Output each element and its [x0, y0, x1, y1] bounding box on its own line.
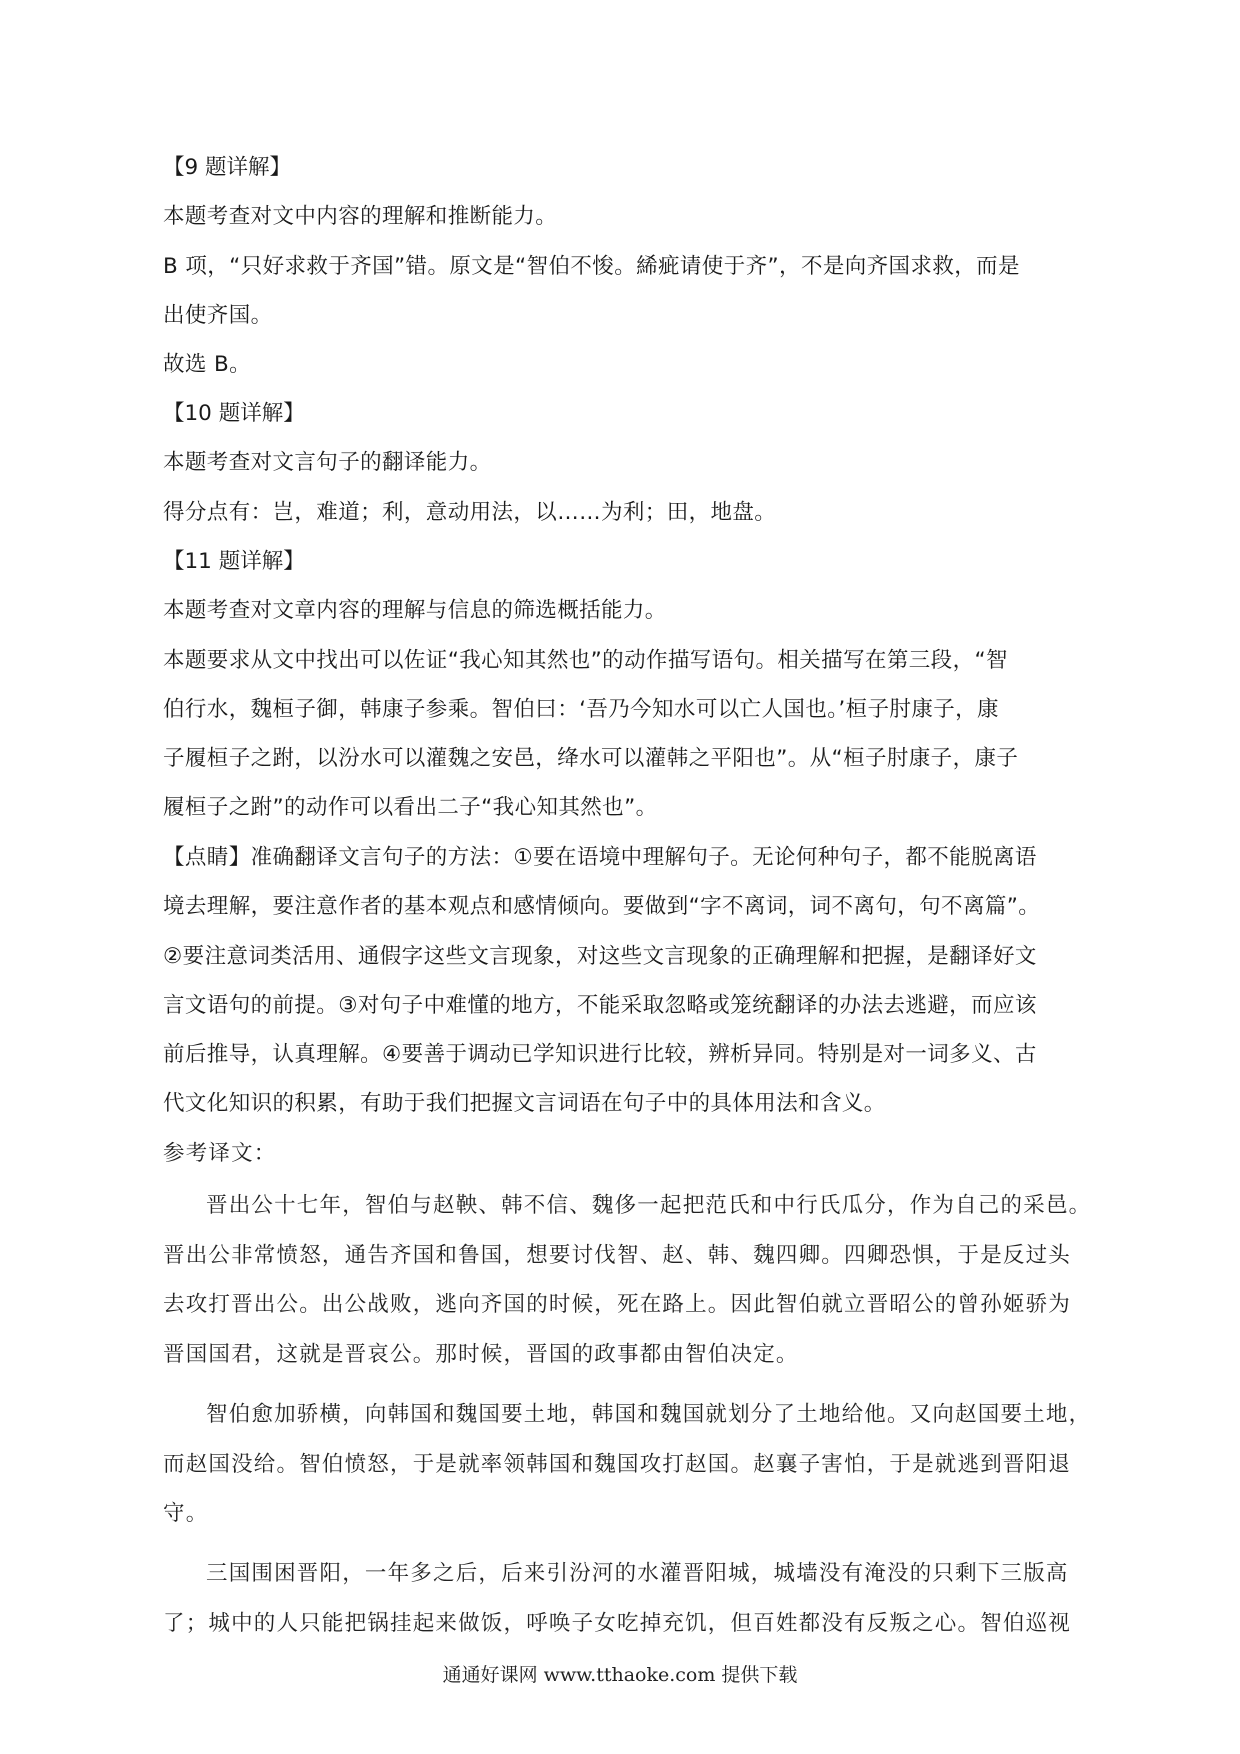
q10-section — [163, 389, 1078, 537]
paragraph-line: 而赵国没给。智伯愤怒，于是就率领韩国和魏国攻打赵国。赵襄子害怕，于是就逃到晋阳退 — [163, 1451, 1072, 1477]
paragraph-line: 三国围困晋阳，一年多之后，后来引汾河的水灌晋阳城，城墙没有淹没的只剩下三版高 — [206, 1561, 1069, 1586]
q10-heading: 【10 题详解】 — [163, 401, 305, 426]
translation-paragraph-3 — [163, 1549, 1078, 1648]
q9-line: 出使齐国。 — [163, 302, 273, 328]
q9-line: B 项，“只好求救于齐国”错。原文是“智伯不悛。絺疵请使于齐”，不是向齐国求救，而是 — [163, 253, 1020, 279]
paragraph-line: 智伯愈加骄横，向韩国和魏国要土地，韩国和魏国就划分了土地给他。又向赵国要土地， — [206, 1402, 1092, 1427]
q9-line: 故选 B。 — [163, 352, 252, 378]
q11-section — [163, 537, 1078, 833]
tip-line: ②要注意词类活用、通假字这些文言现象，对这些文言现象的正确理解和把握，是翻译好文 — [163, 943, 1037, 969]
tip-line: 代文化知识的积累，有助于我们把握文言词语在句子中的具体用法和含义。 — [163, 1091, 886, 1117]
paragraph-line: 守。 — [163, 1501, 209, 1526]
paragraph-line: 了；城中的人只能把锅挂起来做饭，呼唤子女吃掉充饥，但百姓都没有反叛之心。智伯巡视 — [163, 1610, 1072, 1636]
paragraph-line: 晋国国君，这就是晋哀公。那时候，晋国的政事都由智伯决定。 — [163, 1341, 799, 1367]
reference-heading: 参考译文： — [163, 1141, 277, 1166]
q11-line: 履桓子之跗”的动作可以看出二子“我心知其然也”。 — [163, 795, 658, 821]
q10-line: 得分点有：岂，难道；利，意动用法，以……为利；田，地盘。 — [163, 499, 777, 525]
tip-line: 前后推导，认真理解。④要善于调动已学知识进行比较，辨析异同。特别是对一词多义、古 — [163, 1042, 1037, 1068]
translation-paragraph-1 — [163, 1181, 1092, 1379]
page-footer: 通通好课网 www.tthaoke.com 提供下载 — [442, 1664, 798, 1686]
reference-translation — [163, 1129, 1078, 1179]
q11-heading: 【11 题详解】 — [163, 549, 305, 574]
q9-section — [163, 143, 1078, 389]
q9-line: 本题考查对文中内容的理解和推断能力。 — [163, 204, 558, 230]
tip-line: 境去理解，要注意作者的基本观点和感情倾向。要做到“字不离词，词不离句，句不离篇”。 — [163, 894, 1041, 920]
q11-line: 子履桓子之跗，以汾水可以灌魏之安邑，绛水可以灌韩之平阳也”。从“桓子肘康子，康子 — [163, 746, 1019, 772]
tip-line: 【点睛】准确翻译文言句子的方法：①要在语境中理解句子。无论何种句子，都不能脱离语 — [163, 845, 1037, 870]
translation-paragraph-2 — [163, 1390, 1092, 1539]
tip-section — [163, 833, 1078, 1129]
paragraph-line: 去攻打晋出公。出公战败，逃向齐国的时候，死在路上。因此智伯就立晋昭公的曾孙姬骄为 — [163, 1292, 1072, 1317]
q10-line: 本题考查对文言句子的翻译能力。 — [163, 450, 492, 476]
q11-line: 本题考查对文章内容的理解与信息的筛选概括能力。 — [163, 598, 667, 624]
tip-line: 言文语句的前提。③对句子中难懂的地方，不能采取忽略或笼统翻译的办法去逃避，而应该 — [163, 992, 1037, 1018]
paragraph-line: 晋出公十七年，智伯与赵鞅、韩不信、魏侈一起把范氏和中行氏瓜分，作为自己的采邑。 — [206, 1193, 1092, 1218]
q11-line: 伯行水，魏桓子御，韩康子参乘。智伯曰：‘吾乃今知水可以亡人国也。’桓子肘康子，康 — [163, 696, 999, 722]
q9-heading: 【9 题详解】 — [163, 155, 292, 180]
q11-line: 本题要求从文中找出可以佐证“我心知其然也”的动作描写语句。相关描写在第三段，“智 — [163, 647, 1008, 673]
paragraph-line: 晋出公非常愤怒，通告齐国和鲁国，想要讨伐智、赵、韩、魏四卿。四卿恐惧，于是反过头 — [163, 1242, 1072, 1268]
